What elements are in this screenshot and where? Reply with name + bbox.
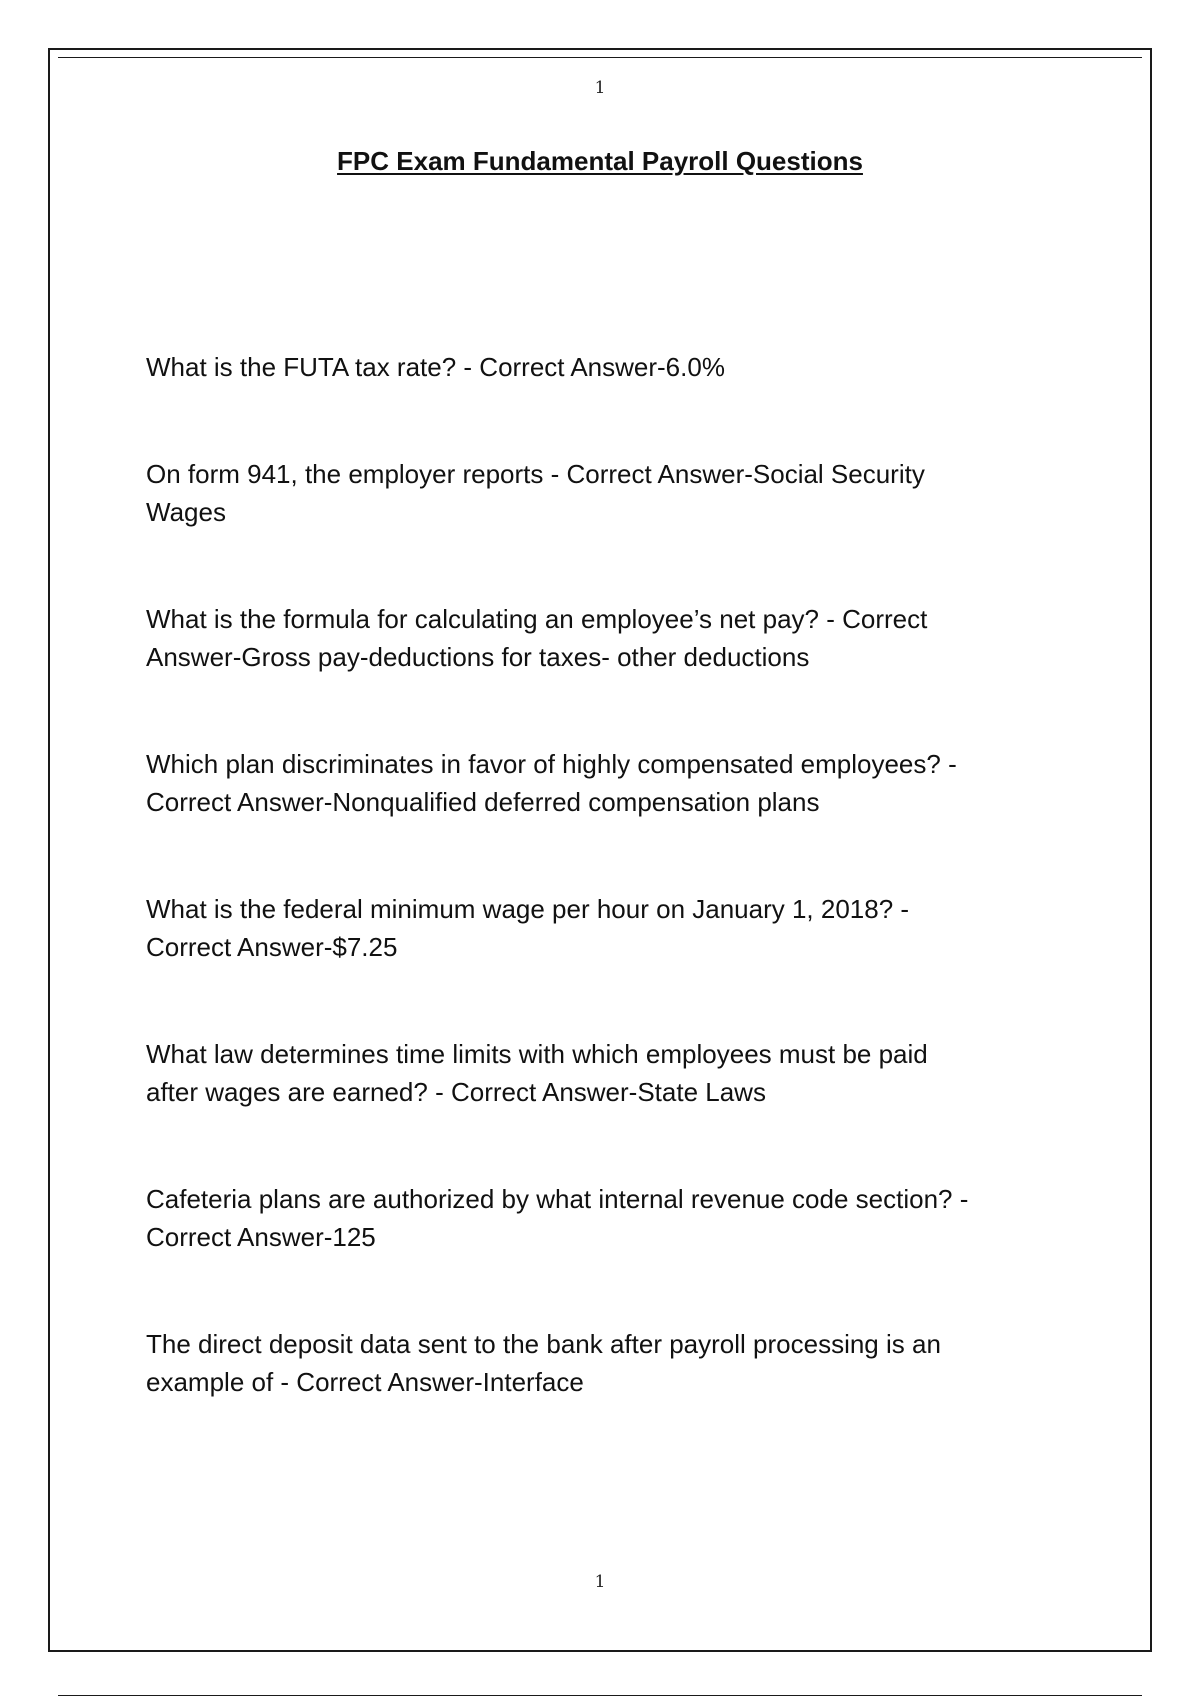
question-item-6 xyxy=(146,1035,1126,1111)
page-title: FPC Exam Fundamental Payroll Questions xyxy=(337,146,863,176)
question-text-continued: after wages are earned? - Correct Answer-State Laws xyxy=(146,1077,766,1107)
top-border-rule xyxy=(58,57,1142,58)
question-text: What law determines time limits with which employees must be paid xyxy=(146,1039,928,1069)
question-text-continued: example of - Correct Answer-Interface xyxy=(146,1367,584,1397)
question-text-continued: Answer-Gross pay-deductions for taxes- other deductions xyxy=(146,642,810,672)
question-text: On form 941, the employer reports - Correct Answer-Social Security xyxy=(146,459,925,489)
question-item-1 xyxy=(146,348,1126,386)
next-page-top-rule xyxy=(58,1695,1142,1696)
question-text-continued: Wages xyxy=(146,497,226,527)
question-text: The direct deposit data sent to the bank after payroll processing is an xyxy=(146,1329,941,1359)
question-item-2 xyxy=(146,455,1126,531)
question-item-8 xyxy=(146,1325,1126,1401)
page-number-bottom: 1 xyxy=(594,1572,606,1592)
question-text-continued: Correct Answer-Nonqualified deferred compensation plans xyxy=(146,787,820,817)
question-item-3 xyxy=(146,600,1126,676)
question-text: What is the FUTA tax rate? - Correct Answer-6.0% xyxy=(146,352,725,382)
document-page xyxy=(48,48,1152,1652)
question-item-7 xyxy=(146,1180,1126,1256)
question-text-continued: Correct Answer-$7.25 xyxy=(146,932,398,962)
question-item-4 xyxy=(146,745,1126,821)
question-text: Which plan discriminates in favor of highly compensated employees? - xyxy=(146,749,957,779)
page-number-top: 1 xyxy=(594,78,606,98)
question-list xyxy=(146,348,1126,1470)
question-text: What is the formula for calculating an employee’s net pay? - Correct xyxy=(146,604,928,634)
question-text: What is the federal minimum wage per hour on January 1, 2018? - xyxy=(146,894,910,924)
question-text: Cafeteria plans are authorized by what internal revenue code section? - xyxy=(146,1184,969,1214)
question-text-continued: Correct Answer-125 xyxy=(146,1222,376,1252)
question-item-5 xyxy=(146,890,1126,966)
